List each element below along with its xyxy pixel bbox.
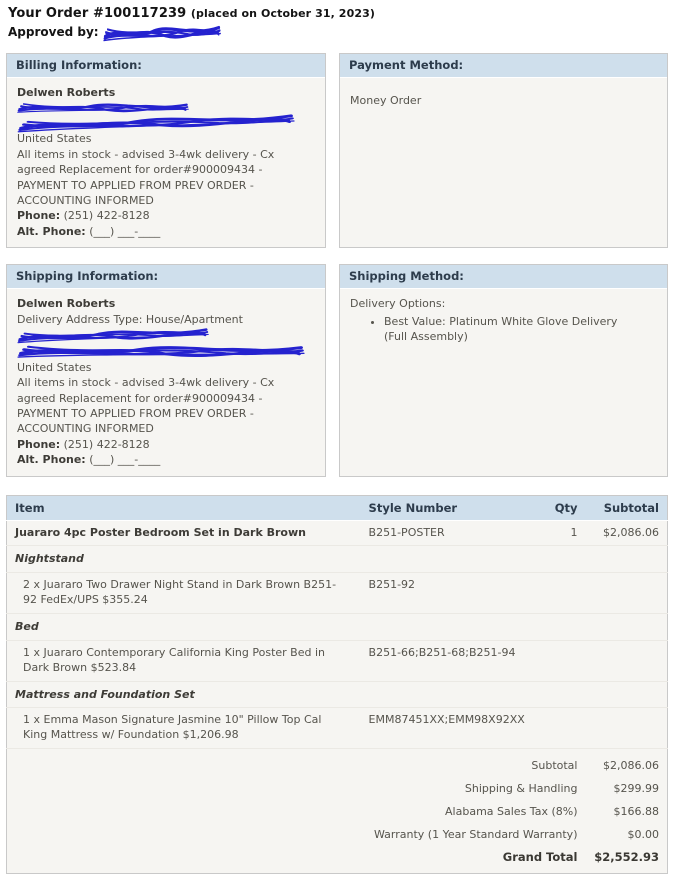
item-description: 2 x Juararo Two Drawer Night Stand in Dark Brown B251-92 FedEx/UPS $355.24	[23, 578, 337, 607]
table-section-row	[7, 681, 668, 708]
order-number: Your Order #100117239	[8, 6, 187, 21]
totals-row-grand-total	[7, 846, 668, 873]
shipping-country: United States	[17, 360, 92, 374]
section-title: Nightstand	[7, 546, 668, 573]
phone-value: (251) 422-8128	[63, 437, 150, 451]
totals-row-tax	[7, 801, 668, 824]
total-label: Shipping & Handling	[464, 781, 578, 795]
item-qty	[536, 708, 586, 749]
table-row	[7, 573, 668, 614]
total-label: Warranty (1 Year Standard Warranty)	[373, 827, 578, 841]
billing-information-body	[7, 78, 325, 247]
billing-country: United States	[17, 132, 92, 146]
total-value: $2,086.06	[603, 759, 659, 773]
table-section-row	[7, 614, 668, 641]
section-title: Mattress and Foundation Set	[7, 681, 668, 708]
payment-method-value: Money Order	[350, 94, 422, 107]
shipping-alt-phone-line	[17, 452, 315, 467]
column-header-style-number: Style Number	[361, 495, 536, 520]
item-style-number: B251-POSTER	[361, 520, 536, 546]
totals-row-warranty	[7, 824, 668, 847]
delivery-option-item	[384, 314, 657, 345]
billing-phone-line	[17, 208, 315, 223]
phone-value: (251) 422-8128	[63, 209, 150, 223]
item-qty: 1	[536, 520, 586, 546]
shipping-name: Delwen Roberts	[17, 297, 116, 311]
redaction-scribble-icon	[17, 101, 189, 113]
total-value: $299.99	[613, 781, 659, 795]
shipping-information-header: Shipping Information:	[7, 265, 325, 289]
total-label: Subtotal	[531, 759, 578, 773]
column-header-item: Item	[7, 495, 361, 520]
item-style-number: B251-66;B251-68;B251-94	[361, 640, 536, 681]
alt-phone-value: (___) ___-____	[89, 453, 161, 467]
column-header-qty: Qty	[536, 495, 586, 520]
table-row	[7, 640, 668, 681]
billing-information-box	[6, 53, 326, 248]
total-value: $166.88	[613, 804, 659, 818]
shipping-phone-line	[17, 437, 315, 452]
column-header-subtotal: Subtotal	[585, 495, 667, 520]
item-style-number: B251-92	[361, 573, 536, 614]
shipping-information-body	[7, 289, 325, 476]
delivery-options-list	[350, 314, 657, 345]
shipping-method-body	[340, 289, 667, 354]
alt-phone-value: (___) ___-____	[89, 224, 161, 238]
total-label: Alabama Sales Tax (8%)	[445, 804, 578, 818]
payment-method-body	[340, 78, 667, 116]
billing-alt-phone-line	[17, 224, 315, 239]
phone-label: Phone:	[17, 209, 61, 223]
item-description: 1 x Emma Mason Signature Jasmine 10" Pillow Top Cal King Mattress w/ Foundation $1,206.98	[23, 713, 322, 742]
alt-phone-label: Alt. Phone:	[17, 453, 86, 467]
order-items-section	[6, 495, 668, 874]
item-name	[7, 573, 361, 614]
delivery-option-text: Best Value: Platinum White Glove Delivery (Full Assembly)	[384, 314, 618, 343]
totals-row-shipping	[7, 778, 668, 801]
total-value: $2,552.93	[594, 850, 659, 865]
item-name	[7, 640, 361, 681]
table-row	[7, 708, 668, 749]
billing-information-header: Billing Information:	[7, 54, 325, 78]
alt-phone-label: Alt. Phone:	[17, 224, 86, 238]
table-section-row	[7, 546, 668, 573]
phone-label: Phone:	[17, 437, 61, 451]
order-placed-date: (placed on October 31, 2023)	[190, 7, 375, 20]
item-name	[7, 708, 361, 749]
shipping-note: All items in stock - advised 3-4wk delivery - Cx agreed Replacement for order#900009434 - PAYMENT TO APPLIED FROM PREV ORDER - ACCOUNTING INFORMED	[17, 376, 275, 436]
redaction-scribble-icon	[17, 112, 295, 133]
order-items-table	[6, 495, 668, 874]
item-subtotal: $2,086.06	[585, 520, 667, 546]
item-subtotal	[585, 573, 667, 614]
section-title: Bed	[7, 614, 668, 641]
totals-row-subtotal	[7, 755, 668, 778]
shipping-information-box	[6, 264, 326, 477]
billing-name: Delwen Roberts	[17, 86, 116, 99]
total-label: Grand Total	[502, 850, 578, 865]
item-qty	[536, 640, 586, 681]
redaction-scribble-icon	[103, 22, 221, 41]
payment-method-box	[339, 53, 668, 248]
order-header	[8, 6, 668, 41]
redaction-scribble-icon	[17, 343, 305, 358]
redaction-scribble-icon	[17, 325, 209, 343]
item-subtotal	[585, 640, 667, 681]
total-value: $0.00	[627, 827, 659, 841]
billing-note: All items in stock - advised 3-4wk delivery - Cx agreed Replacement for order#900009434 - PAYMENT TO APPLIED FROM PREV ORDER - ACCOUNTING INFORMED	[17, 147, 275, 207]
item-qty	[536, 573, 586, 614]
table-header-row	[7, 495, 668, 520]
table-row	[7, 520, 668, 546]
info-boxes	[6, 53, 668, 477]
item-style-number: EMM87451XX;EMM98X92XX	[361, 708, 536, 749]
item-description: 1 x Juararo Contemporary California King Poster Bed in Dark Brown $523.84	[23, 645, 325, 674]
item-subtotal	[585, 708, 667, 749]
delivery-options-label: Delivery Options:	[350, 297, 446, 311]
order-title	[8, 6, 668, 21]
shipping-method-box	[339, 264, 668, 477]
item-name: Juararo 4pc Poster Bedroom Set in Dark Brown	[7, 520, 361, 546]
delivery-address-type: Delivery Address Type: House/Apartment	[17, 312, 243, 326]
shipping-method-header: Shipping Method:	[340, 265, 667, 289]
payment-method-header: Payment Method:	[340, 54, 667, 78]
approved-by-line	[8, 23, 668, 41]
approved-by-label: Approved by:	[8, 25, 99, 39]
